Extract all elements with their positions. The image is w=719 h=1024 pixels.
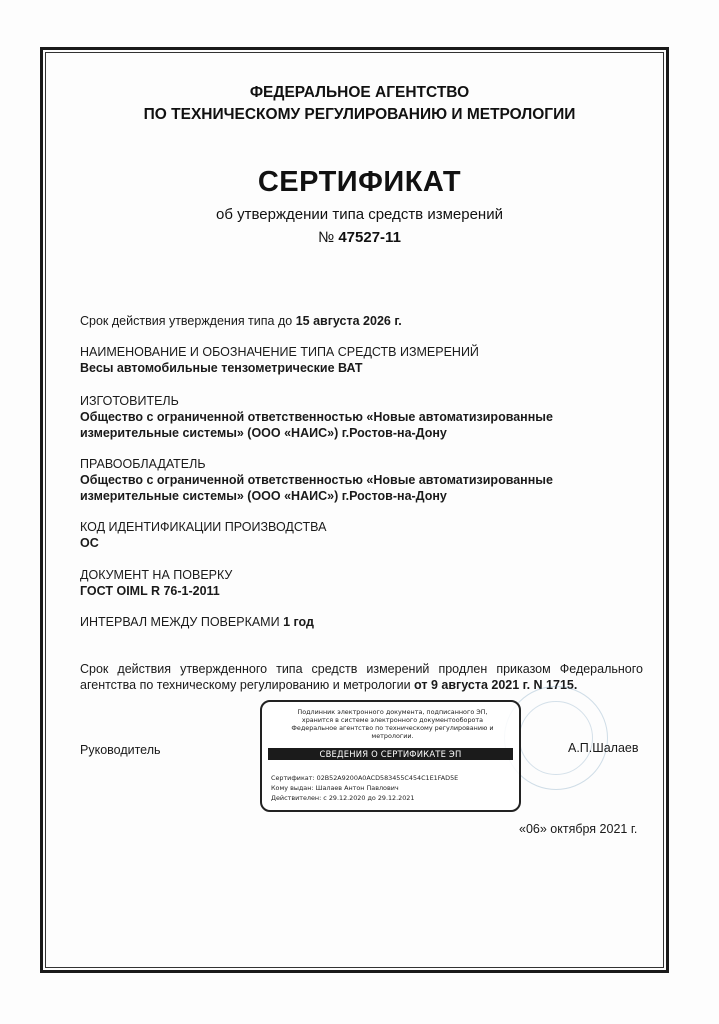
production-code-label: КОД ИДЕНТИФИКАЦИИ ПРОИЗВОДСТВА: [80, 520, 327, 534]
extension-text: Срок действия утвержденного типа средств измерений продлен приказом Федерального агентства по техническому регулированию и метрологии: [80, 662, 643, 692]
e-signature-intro: Подлинник электронного документа, подписанного ЭП, хранится в системе электронного документооборота Федеральное агентство по техническому регулированию и метрологии.: [291, 708, 494, 740]
head-name: А.П.Шалаев: [568, 741, 639, 755]
interval-value: 1 год: [283, 615, 314, 629]
instrument-label: НАИМЕНОВАНИЕ И ОБОЗНАЧЕНИЕ ТИПА СРЕДСТВ ИЗМЕРЕНИЙ: [80, 345, 479, 359]
e-signature-issued-label: Кому выдан:: [271, 784, 314, 792]
certificate-number: 47527-11: [338, 229, 401, 246]
interval-line: [80, 614, 314, 630]
e-signature-certificate-row: [271, 774, 458, 782]
e-signature-valid-label: Действителен:: [271, 794, 322, 802]
validity-line: [80, 313, 402, 329]
head-label: Руководитель: [80, 743, 161, 757]
certificate-title: СЕРТИФИКАТ: [257, 166, 462, 198]
e-signature-issued-value: Шалаев Антон Павлович: [315, 784, 399, 792]
e-signature-valid-row: [271, 794, 414, 802]
certificate-number-line: [0, 229, 719, 246]
certificate-number-prefix: №: [318, 229, 335, 246]
agency-name-line1: ФЕДЕРАЛЬНОЕ АГЕНТСТВО: [249, 84, 470, 101]
e-signature-certificate-label: Сертификат:: [271, 774, 315, 782]
extension-order: от 9 августа 2021 г. N 1715.: [414, 678, 578, 692]
e-signature-certificate-value: 02B52A9200A0ACD583455C454C1E1FAD5E: [316, 774, 459, 782]
e-signature-header: СВЕДЕНИЯ О СЕРТИФИКАТЕ ЭП: [268, 748, 513, 760]
verification-doc-value: ГОСТ OIML R 76-1-2011: [80, 584, 220, 598]
certificate-subtitle: об утверждении типа средств измерений: [216, 206, 503, 223]
e-signature-box: [260, 700, 521, 812]
validity-date: 15 августа 2026 г.: [295, 314, 402, 328]
validity-label: Срок действия утверждения типа до: [80, 314, 293, 328]
rights-holder-value-line1: Общество с ограниченной ответственностью «Новые автоматизированные: [80, 473, 553, 487]
interval-label: ИНТЕРВАЛ МЕЖДУ ПОВЕРКАМИ: [80, 615, 280, 629]
e-signature-issued-row: [271, 784, 399, 792]
manufacturer-label: ИЗГОТОВИТЕЛЬ: [80, 394, 179, 408]
rights-holder-label: ПРАВООБЛАДАТЕЛЬ: [80, 457, 206, 471]
instrument-value: Весы автомобильные тензометрические ВАТ: [80, 361, 363, 375]
verification-doc-label: ДОКУМЕНТ НА ПОВЕРКУ: [80, 568, 233, 582]
production-code-value: ОС: [80, 536, 99, 550]
rights-holder-value-line2: измерительные системы» (ООО «НАИС») г.Ростов-на-Дону: [80, 489, 447, 503]
manufacturer-value-line2: измерительные системы» (ООО «НАИС») г.Ростов-на-Дону: [80, 426, 447, 440]
manufacturer-value-line1: Общество с ограниченной ответственностью «Новые автоматизированные: [80, 410, 553, 424]
signature-date: «06» октября 2021 г.: [519, 822, 638, 836]
e-signature-valid-value: с 29.12.2020 до 29.12.2021: [323, 794, 415, 802]
agency-name-line2: ПО ТЕХНИЧЕСКОМУ РЕГУЛИРОВАНИЮ И МЕТРОЛОГИИ: [143, 106, 576, 123]
